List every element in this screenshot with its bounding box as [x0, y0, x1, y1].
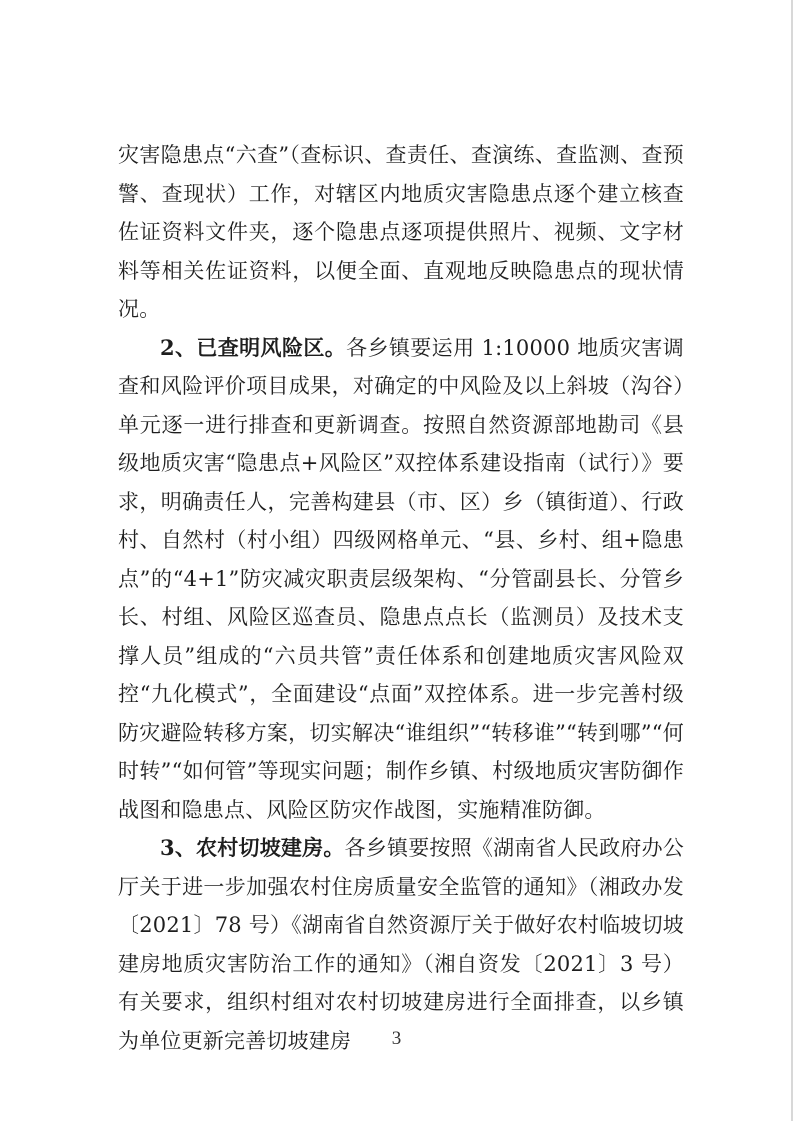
paragraph-1-text: 灾害隐患点“六查”（查标识、查责任、查演练、查监测、查预警、查现状）工作，对辖区内地质灾害隐患点逐个建立核查佐证资料文件夹，逐个隐患点逐项提供照片、视频、文字材料等相关佐证资料，以便全面、直观地反映隐患点的现状情况。 — [118, 143, 684, 321]
paragraph-2 — [118, 329, 684, 830]
paragraph-1 — [118, 136, 684, 329]
paragraph-2-text: 各乡镇要运用 1:10000 地质灾害调查和风险评价项目成果，对确定的中风险及以上斜坡（沟谷）单元逐一进行排查和更新调查。按照自然资源部地勘司《县级地质灾害“隐患点+风险区”双控体系建设指南（试行）》要求，明确责任人，完善构建县（市、区）乡（镇街道）、行政村、自然村（村小组）四级网格单元、“县、乡村、组+隐患点”的“4+1”防灾减灾职责层级架构、“分管副县长、分管乡长、村组、风险区巡查员、隐患点点长（监测员）及技术支撑人员”组成的“六员共管”责任体系和创建地质灾害风险双控“九化模式”，全面建设“点面”双控体系。进一步完善村级防灾避险转移方案，切实解决“谁组织”“转移谁”“转到哪”“何时转”“如何管”等现实问题；制作乡镇、村级地质灾害防御作战图和隐患点、风险区防灾作战图，实施精准防御。 — [118, 335, 684, 822]
paragraph-3 — [118, 829, 684, 1060]
page-number: 3 — [391, 1028, 402, 1049]
paragraph-3-text: 各乡镇要按照《湖南省人民政府办公厅关于进一步加强农村住房质量安全监管的通知》（湘政办发〔2021〕78 号）《湖南省自然资源厅关于做好农村临坡切坡建房地质灾害防治工作的通知》（湘自资发〔2021〕3 号）有关要求，组织村组对农村切坡建房进行全面排查，以乡镇为单位更新完善切坡建房 — [118, 836, 684, 1053]
paragraph-2-heading: 2、已查明风险区。 — [160, 334, 347, 360]
body-text — [118, 136, 684, 1060]
paragraph-3-heading: 3、农村切坡建房。 — [160, 835, 345, 860]
